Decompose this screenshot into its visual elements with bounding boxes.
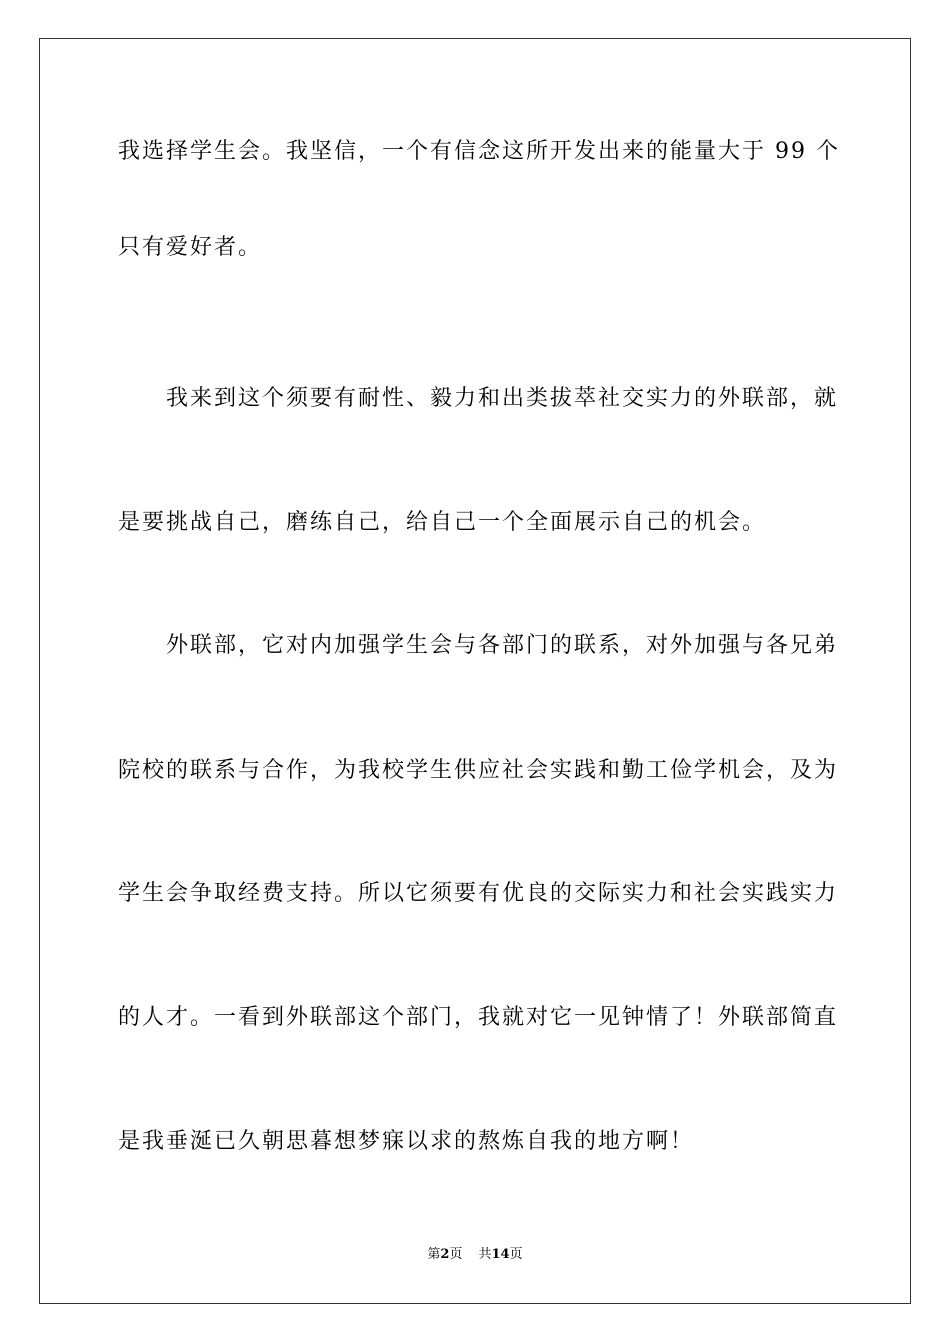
body-text-line: 是我垂涎已久朝思暮想梦寐以求的熬炼自我的地方啊！ [118,1129,695,1154]
body-text-line: 的人才。一看到外联部这个部门，我就对它一见钟情了！外联部简直 [118,1005,839,1030]
page-prefix: 第 [427,1247,441,1262]
total-prefix: 共 [478,1247,492,1262]
page-border [39,38,911,1304]
page-number: 2 [440,1247,450,1262]
page-footer [0,1246,950,1264]
body-text-line: 学生会争取经费支持。所以它须要有优良的交际实力和社会实践实力 [118,881,839,906]
paragraph-first-line: 我来到这个须要有耐性、毅力和出类拔萃社交实力的外联部，就 [166,386,839,411]
total-pages: 14 [491,1247,510,1262]
page-suffix: 页 [449,1247,463,1262]
body-text-line: 我选择学生会。我坚信，一个有信念这所开发出来的能量大于 99 个 [118,139,840,164]
body-text-line: 只有爱好者。 [118,235,263,260]
paragraph-first-line: 外联部，它对内加强学生会与各部门的联系，对外加强与各兄弟 [166,633,839,658]
body-text-line: 院校的联系与合作，为我校学生供应社会实践和勤工俭学机会，及为 [118,758,839,783]
body-text-line: 是要挑战自己，磨练自己，给自己一个全面展示自己的机会。 [118,510,767,535]
total-suffix: 页 [509,1247,523,1262]
